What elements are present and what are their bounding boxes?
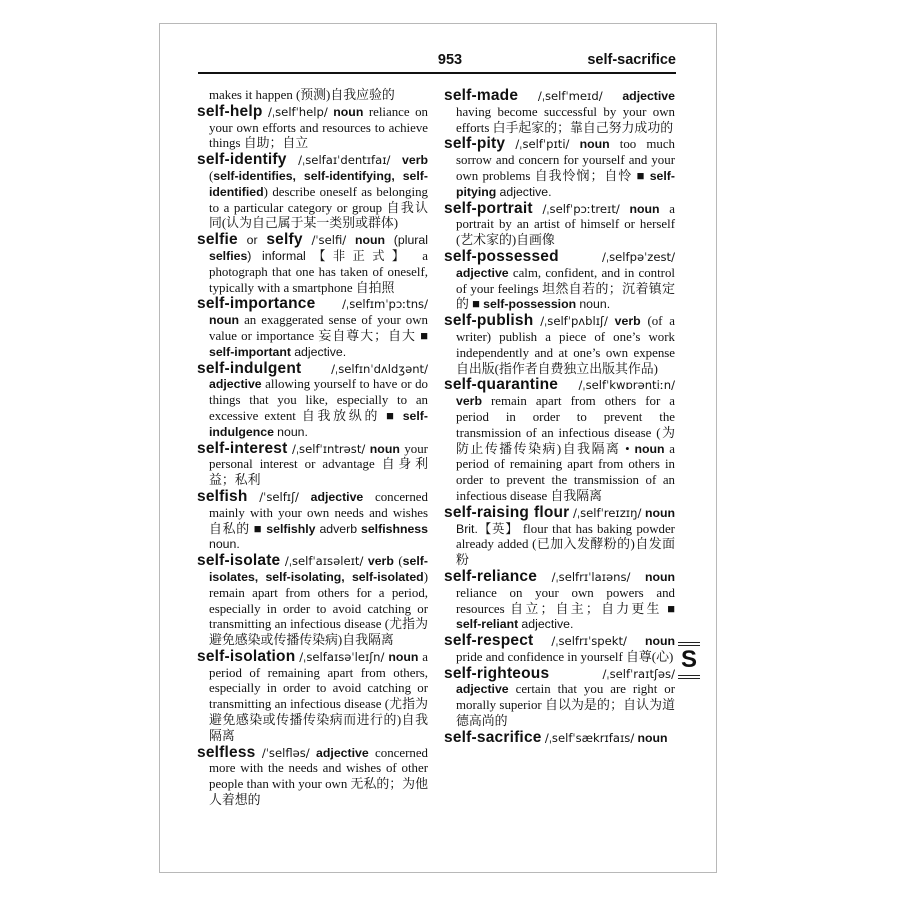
- entry-self-importance: [197, 296, 428, 360]
- bullet: ■: [667, 601, 675, 616]
- plural-close: ): [247, 248, 252, 263]
- pronunciation: /ˌselfˈmeɪd/: [537, 89, 603, 103]
- pronunciation: /ˌselfˈpʌblɪʃ/: [540, 314, 608, 329]
- part-of-speech: adjective: [316, 745, 369, 760]
- pronunciation: /ˌselfrɪˈlaɪəns/: [551, 569, 631, 584]
- bullet: ■: [472, 297, 480, 312]
- entry-continuation: makes it happen (预测)自我应验的: [209, 88, 395, 102]
- part-of-speech: noun: [333, 104, 364, 119]
- pronunciation: /ˌselfˈraɪtʃəs/: [602, 666, 675, 681]
- pronunciation: /ˌselfɪmˈpɔːtns/: [342, 297, 428, 312]
- part-of-speech: adjective: [456, 682, 509, 697]
- left-column: [197, 88, 428, 809]
- entry-selfish: [197, 489, 428, 553]
- part-of-speech: noun: [388, 649, 419, 664]
- usage-label-zh: 【非正式】: [305, 248, 412, 263]
- headword: self-indulgent: [197, 359, 302, 377]
- headword: self-help: [197, 102, 263, 120]
- entry-self-respect: [444, 633, 675, 666]
- part-of-speech: adjective: [209, 377, 262, 392]
- derived-pos: adjective.: [521, 617, 574, 632]
- derived-word-2: selfishness: [361, 521, 428, 536]
- part-of-speech: verb: [367, 554, 394, 569]
- entry-self-isolate: [197, 553, 428, 649]
- headword-variant: selfy: [266, 231, 303, 249]
- entry-self-possessed: [444, 249, 675, 313]
- part-of-speech: noun: [579, 137, 610, 152]
- headword: self-respect: [444, 632, 534, 650]
- bullet: ■: [386, 408, 397, 423]
- definition: a portrait by an artist of himself or herself (艺术家的)自画像: [456, 201, 675, 248]
- pronunciation: /ˌselfpəˈzest/: [602, 249, 675, 264]
- definition: having become successful by your own efforts 白手起家的；靠自己努力成功的: [456, 104, 675, 135]
- definition: reliance on your own efforts and resources to achieve things 自助；自立: [209, 104, 428, 151]
- derived-word: self-important: [209, 344, 291, 359]
- derived-word: self-indulgence: [209, 408, 428, 439]
- bullet: ■: [636, 168, 646, 183]
- derived-pos: noun.: [277, 424, 308, 439]
- running-head: self-sacrifice: [587, 52, 676, 68]
- pronunciation: /ˈselfləs/: [261, 745, 310, 760]
- pronunciation: /ˈselfi/: [311, 233, 347, 248]
- part-of-speech: adjective: [310, 489, 364, 504]
- derived-word: self-pitying: [456, 168, 675, 199]
- pronunciation: /ˌselfˈɪntrəst/: [291, 441, 366, 456]
- headword: self-sacrifice: [444, 728, 542, 746]
- entry-selfie: [197, 232, 428, 296]
- headword: selfie: [197, 231, 238, 249]
- entry-self-portrait: [444, 201, 675, 249]
- pronunciation: /ˌselfˈreɪzɪŋ/: [573, 505, 642, 520]
- part-of-speech: verb: [402, 153, 428, 168]
- derived-pos: adjective.: [294, 344, 347, 359]
- headword: selfish: [197, 487, 248, 505]
- page-number: 953: [437, 52, 463, 68]
- entry-self-quarantine: [444, 377, 675, 504]
- part-of-speech: adjective: [622, 89, 675, 103]
- entry-self-raising-flour: [444, 505, 675, 569]
- inflection-open: (: [398, 554, 403, 569]
- headword: self-raising flour: [444, 503, 570, 521]
- inflection-close: ): [423, 569, 428, 584]
- bullet: •: [625, 441, 630, 456]
- entry-self-made: [444, 88, 675, 136]
- entry-self-isolation: [197, 649, 428, 745]
- part-of-speech: verb: [456, 394, 482, 409]
- part-of-speech: noun: [637, 730, 668, 745]
- plural-form: selfies: [209, 248, 248, 263]
- headword: self-interest: [197, 439, 288, 457]
- entry-self-interest: [197, 441, 428, 489]
- thumb-index-letter: S: [678, 646, 700, 674]
- definition: certain that you are right or morally superior 自以为是的；自认为道德高尚的: [456, 682, 675, 729]
- headword: self-isolation: [197, 647, 296, 665]
- pronunciation: /ˌselfrɪˈspekt/: [551, 634, 627, 649]
- definition: flour that has baking powder already added (已加入发酵粉的)自发面粉: [456, 521, 675, 568]
- definition: your personal interest or advantage 自身利益；私利: [209, 441, 428, 488]
- pronunciation: /ˌselfɪnˈdʌldʒənt/: [331, 361, 428, 376]
- entry-self-publish: [444, 313, 675, 377]
- right-column: [444, 88, 675, 747]
- inflection-open: (: [209, 168, 214, 183]
- pronunciation: /ˌselfˈpɪti/: [515, 137, 570, 152]
- entry-self-pity: [444, 136, 675, 200]
- definition: calm, confident, and in control of your feelings 坦然自若的；沉着镇定的: [456, 265, 676, 312]
- part-of-speech: noun: [369, 441, 400, 456]
- part-of-speech: noun: [644, 634, 675, 649]
- entry-self-reliance: [444, 569, 675, 633]
- definition: remain apart from others for a period, especially in order to avoid catching or transmitting an infectious disease (尤指为避免感染或传播传染病)自我隔离: [209, 585, 428, 648]
- pronunciation: /ˌselfˈhelp/: [268, 104, 328, 119]
- headword: self-possessed: [444, 247, 559, 265]
- definition: concerned more with the needs and wishes of other people than with your own 无私的；为他人着想的: [209, 745, 428, 808]
- entry-self-righteous: [444, 666, 675, 730]
- definition: too much sorrow and concern for yourself and your own problems 自我怜悯；自怜: [456, 137, 675, 183]
- pronunciation: /ˌselfˈpɔːtreɪt/: [542, 201, 620, 216]
- definition: (of a writer) publish a piece of one’s work independently and at one’s own expense 自出版(指作者自费独立出版其作品): [456, 314, 675, 376]
- entry-self-sacrifice: [444, 730, 675, 747]
- thumb-index-tab: [678, 642, 700, 680]
- headword: self-righteous: [444, 664, 550, 682]
- usage-label: informal: [262, 248, 306, 263]
- bullet: ■: [253, 521, 263, 536]
- inflections: self-identifies, self-identifying, self-identified: [209, 168, 428, 199]
- headword: self-identify: [197, 151, 287, 169]
- headword: self-isolate: [197, 552, 281, 570]
- pronunciation: /ˌselfaɪˈdentɪfaɪ/: [298, 153, 391, 168]
- headword: self-publish: [444, 312, 534, 330]
- derived-word: selfishly: [266, 521, 316, 536]
- pronunciation: /ˈselfɪʃ/: [259, 489, 299, 504]
- part-of-speech: noun: [629, 201, 660, 216]
- part-of-speech: verb: [614, 314, 641, 329]
- definition-2: a period of remaining apart from others in order to prevent the transmission of an infectious disease 自我隔离: [456, 441, 675, 503]
- pronunciation: /ˌselfˈsækrɪfaɪs/: [544, 730, 635, 745]
- part-of-speech: noun: [354, 233, 385, 248]
- derived-pos-2: noun.: [209, 537, 240, 552]
- pronunciation: /ˌselfˈkwɒrəntiːn/: [578, 378, 675, 393]
- headword: self-reliance: [444, 567, 538, 585]
- inflections: self-isolates, self-isolating, self-isolated: [209, 554, 428, 584]
- definition: an exaggerated sense of your own value or importance 妄自尊大；自大: [209, 313, 428, 343]
- usage-label: Brit.: [456, 521, 478, 536]
- headword: self-made: [444, 87, 519, 104]
- headword: self-importance: [197, 295, 316, 313]
- header-rule: [198, 72, 676, 74]
- definition: concerned mainly with your own needs and wishes 自私的: [209, 489, 428, 536]
- pronunciation: /ˌselfˈaɪsəleɪt/: [284, 554, 364, 569]
- part-of-speech: noun: [644, 569, 675, 584]
- definition: remain apart from others for a period in order to prevent the transmission of an infectious disease (为防止传播传染病)自我隔离: [456, 394, 675, 456]
- definition: a period of remaining apart from others, especially in order to avoid catching or transmitting an infectious disease (尤指为避免感染或传播传染病而进行的)自我隔离: [209, 649, 428, 743]
- derived-word: self-possession: [483, 297, 577, 312]
- inflection-close: ): [263, 184, 268, 199]
- derived-pos: adverb: [319, 521, 358, 536]
- headword: self-pity: [444, 135, 506, 153]
- entry-self-help: [197, 104, 428, 152]
- plural-note: (plural: [393, 233, 428, 248]
- part-of-speech: adjective: [456, 265, 509, 280]
- pronunciation: /ˌselfaɪsəˈleɪʃn/: [299, 649, 385, 664]
- part-of-speech: noun: [644, 505, 675, 520]
- definition: describe oneself as belonging to a particular category or group 自我认同(认为自己属于某一类别或群体): [209, 184, 428, 231]
- definition: a photograph that one has taken of oneself, typically with a smartphone 自拍照: [209, 248, 428, 295]
- sense-pos: noun: [634, 441, 665, 456]
- part-of-speech: noun: [209, 313, 240, 328]
- usage-label-zh: 【英】: [477, 521, 519, 536]
- definition: reliance on your own powers and resources 自立；自主；自力更生: [456, 585, 675, 616]
- headword: self-quarantine: [444, 376, 559, 394]
- bullet: ■: [420, 328, 428, 343]
- or-connector: or: [246, 233, 258, 248]
- entry-selfless: [197, 745, 428, 809]
- derived-pos: noun.: [579, 297, 611, 312]
- definition: allowing yourself to have or do things that you like, especially to an excessive extent 自我放纵的: [209, 377, 428, 423]
- headword: selfless: [197, 743, 256, 761]
- headword: self-portrait: [444, 199, 533, 217]
- entry-self-identify: [197, 152, 428, 232]
- entry-self-indulgent: [197, 361, 428, 441]
- derived-pos: adjective.: [499, 184, 552, 199]
- definition: pride and confidence in yourself 自尊(心): [456, 649, 674, 664]
- page-header: [198, 52, 676, 72]
- derived-word: self-reliant: [456, 617, 519, 632]
